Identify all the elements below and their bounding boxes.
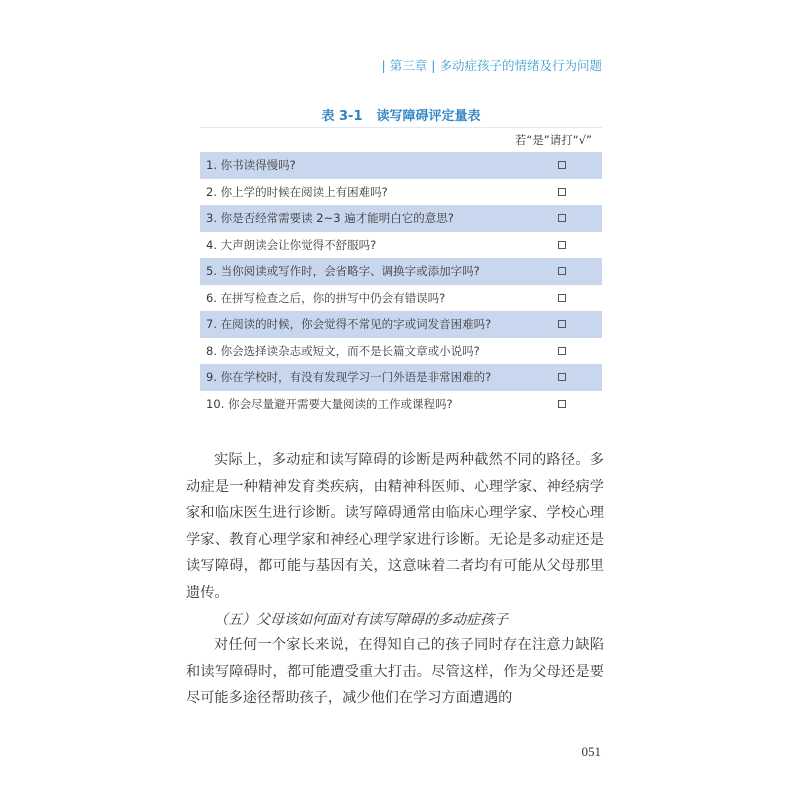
table-row — [200, 391, 602, 418]
question-text: 6. 在拼写检查之后，你的拼写中仍会有错误吗? — [206, 290, 446, 305]
paragraph-text: 实际上，多动症和读写障碍的诊断是两种截然不同的路径。多动症是一种精神发育类疾病，由精神科医师、心理学家、神经病学家和临床医生进行诊断。读写障碍通常由临床心理学家、学校心理学家、教育心理学家和神经心理学家进行诊断。无论是多动症还是读写障碍，都可能与基因有关，这意味着二者均有可能从父母那里遗传。 — [186, 452, 604, 601]
table-name: 读写障碍评定量表 — [376, 109, 481, 124]
paragraph-text: 对任何一个家长来说，在得知自己的孩子同时存在注意力缺陷和读写障碍时，都可能遭受重大打击。尽管这样，作为父母还是要尽可能多途径帮助孩子，减少他们在学习方面遭遇的 — [186, 637, 604, 706]
body-paragraph-1 — [186, 447, 604, 606]
body-paragraph-2 — [186, 632, 604, 712]
question-text: 10. 你会尽量避开需要大量阅读的工作或课程吗? — [206, 396, 453, 411]
question-text: 4. 大声朗读会让你觉得不舒服吗? — [206, 237, 377, 252]
section-subheading: （五）父母该如何面对有读写障碍的多动症孩子 — [214, 612, 508, 628]
question-text: 5. 当你阅读或写作时，会省略字、调换字或添加字吗? — [206, 264, 480, 279]
question-text: 1. 你书读得慢吗? — [206, 158, 296, 173]
chapter-label: 第三章 — [389, 58, 428, 73]
checkbox-icon — [558, 267, 566, 275]
checkbox-icon — [558, 347, 566, 355]
page-number: 051 — [581, 744, 601, 759]
table-row — [200, 311, 602, 338]
chapter-title: 多动症孩子的情绪及行为问题 — [439, 58, 602, 73]
table-row — [200, 285, 602, 312]
table-row — [200, 258, 602, 285]
column-header: 若“是”请打“√” — [514, 133, 592, 147]
table-title — [200, 105, 602, 124]
table-row — [200, 232, 602, 259]
question-text: 7. 在阅读的时候，你会觉得不常见的字或词发音困难吗? — [206, 317, 492, 332]
dyslexia-rating-table — [200, 127, 602, 417]
table-number: 表 3-1 — [321, 109, 363, 124]
checkbox-icon — [558, 373, 566, 381]
checkbox-icon — [558, 161, 566, 169]
checkbox-icon — [558, 241, 566, 249]
question-text: 9. 你在学校时，有没有发现学习一门外语是非常困难的? — [206, 370, 492, 385]
checkbox-icon — [558, 214, 566, 222]
table-header-row — [200, 127, 602, 152]
question-text: 2. 你上学的时候在阅读上有困难吗? — [206, 184, 388, 199]
table-row — [200, 364, 602, 391]
running-header — [378, 56, 602, 74]
table-row — [200, 152, 602, 179]
header-divider: | — [381, 58, 386, 73]
checkbox-icon — [558, 294, 566, 302]
checkbox-icon — [558, 320, 566, 328]
checkbox-icon — [558, 400, 566, 408]
question-text: 3. 你是否经常需要读 2~3 遍才能明白它的意思? — [206, 211, 454, 226]
checkbox-icon — [558, 188, 566, 196]
header-divider: | — [431, 58, 436, 73]
table-row — [200, 338, 602, 365]
table-row — [200, 179, 602, 206]
table-row — [200, 205, 602, 232]
question-text: 8. 你会选择读杂志或短文，而不是长篇文章或小说吗? — [206, 343, 480, 358]
